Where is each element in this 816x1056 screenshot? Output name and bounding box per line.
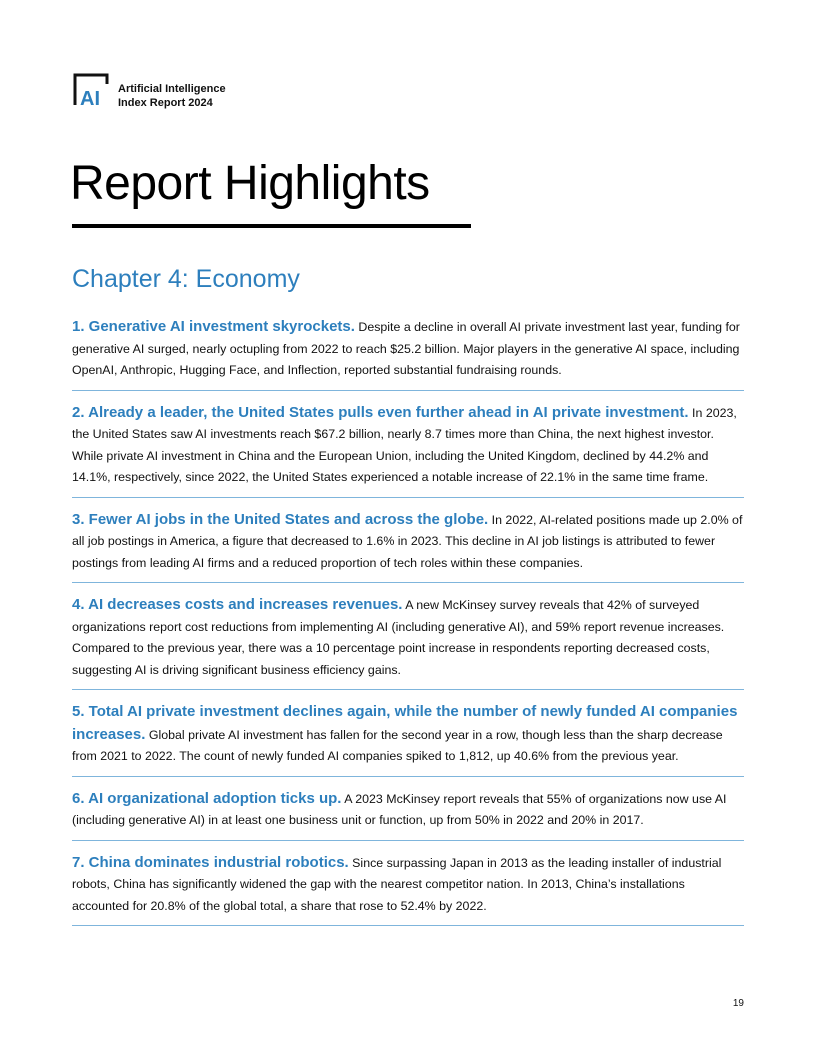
- ai-index-logo-icon: [72, 72, 110, 107]
- report-logo: [72, 72, 226, 110]
- highlights-list: [72, 313, 744, 934]
- highlight-heading: 2. Already a leader, the United States pulls even further ahead in AI private investment.: [72, 403, 689, 421]
- highlight-body: A new McKinsey survey reveals that 42% of surveyed organizations report cost reductions from implementing AI (including generative AI), and 59% report revenue increases. Compared to the previous year, there was a 10 percentage point increase in respondents reporting decreased costs, suggesting AI is driving significant business efficiency gains.: [72, 598, 725, 677]
- highlight-paragraph: [72, 509, 744, 575]
- highlight-body: A 2023 McKinsey report reveals that 55% of organizations now use AI (including generative AI) in at least one business unit or function, up from 50% in 2022 and 20% in 2017.: [72, 791, 727, 827]
- highlight-paragraph: [72, 402, 744, 489]
- highlight-body: Since surpassing Japan in 2013 as the leading installer of industrial robots, China has significantly widened the gap with the nearest competitor nation. In 2013, China’s installations accounted for 20.8% of the global total, a share that rose to 52.4% by 2022.: [72, 855, 722, 913]
- highlight-paragraph: [72, 594, 744, 681]
- title-underline: [72, 224, 471, 228]
- highlight-paragraph: [72, 788, 744, 832]
- highlight-item: [72, 591, 744, 690]
- highlight-heading: 5. Total AI private investment declines again, while the number of newly funded AI companies increases.: [72, 703, 738, 743]
- highlight-heading: 7. China dominates industrial robotics.: [72, 853, 349, 871]
- highlight-body: In 2022, AI-related positions made up 2.0% of all job postings in America, a figure that decreased to 1.6% in 2023. This decline in AI job listings is attributed to fewer postings from leading AI firms and a reduced proportion of tech roles within these companies.: [72, 512, 743, 570]
- report-name: [118, 82, 226, 110]
- page-title: Report Highlights: [70, 157, 430, 210]
- highlight-heading: 6. AI organizational adoption ticks up.: [72, 789, 342, 807]
- highlight-item: [72, 698, 744, 777]
- highlight-body: In 2023, the United States saw AI investments reach $67.2 billion, nearly 8.7 times more than China, the next highest investor. While private AI investment in China and the European Union, including the United Kingdom, declined by 44.2% and 14.1%, respectively, since 2022, the United States experienced a notable increase of 22.1% in the same time frame.: [72, 405, 737, 484]
- highlight-item: [72, 785, 744, 841]
- highlight-heading: 3. Fewer AI jobs in the United States and across the globe.: [72, 510, 489, 528]
- highlight-item: [72, 506, 744, 584]
- report-name-line2: Index Report 2024: [118, 97, 213, 109]
- highlight-item: [72, 849, 744, 927]
- logo-letters: AI: [80, 88, 100, 107]
- highlight-body: Global private AI investment has fallen for the second year in a row, though less than the sharp decrease from 2021 to 2022. The count of newly funded AI companies spiked to 1,812, up 40.6% from the previous year.: [72, 727, 723, 763]
- highlight-heading: 4. AI decreases costs and increases revenues.: [72, 596, 403, 613]
- highlight-paragraph: [72, 852, 744, 918]
- highlight-paragraph: [72, 701, 744, 768]
- page-number: 19: [732, 998, 744, 1009]
- highlight-paragraph: [72, 316, 744, 382]
- highlight-heading: 1. Generative AI investment skyrockets.: [72, 318, 355, 335]
- highlight-body: Despite a decline in overall AI private investment last year, funding for generative AI surged, nearly octupling from 2022 to reach $25.2 billion. Major players in the generative AI space, including OpenAI, Anthropic, Hugging Face, and Inflection, reported substantial fundraising rounds.: [72, 320, 740, 377]
- highlight-item: [72, 399, 744, 498]
- chapter-heading: Chapter 4: Economy: [72, 265, 300, 293]
- highlight-item: [72, 313, 744, 391]
- report-name-line1: Artificial Intelligence: [118, 83, 226, 95]
